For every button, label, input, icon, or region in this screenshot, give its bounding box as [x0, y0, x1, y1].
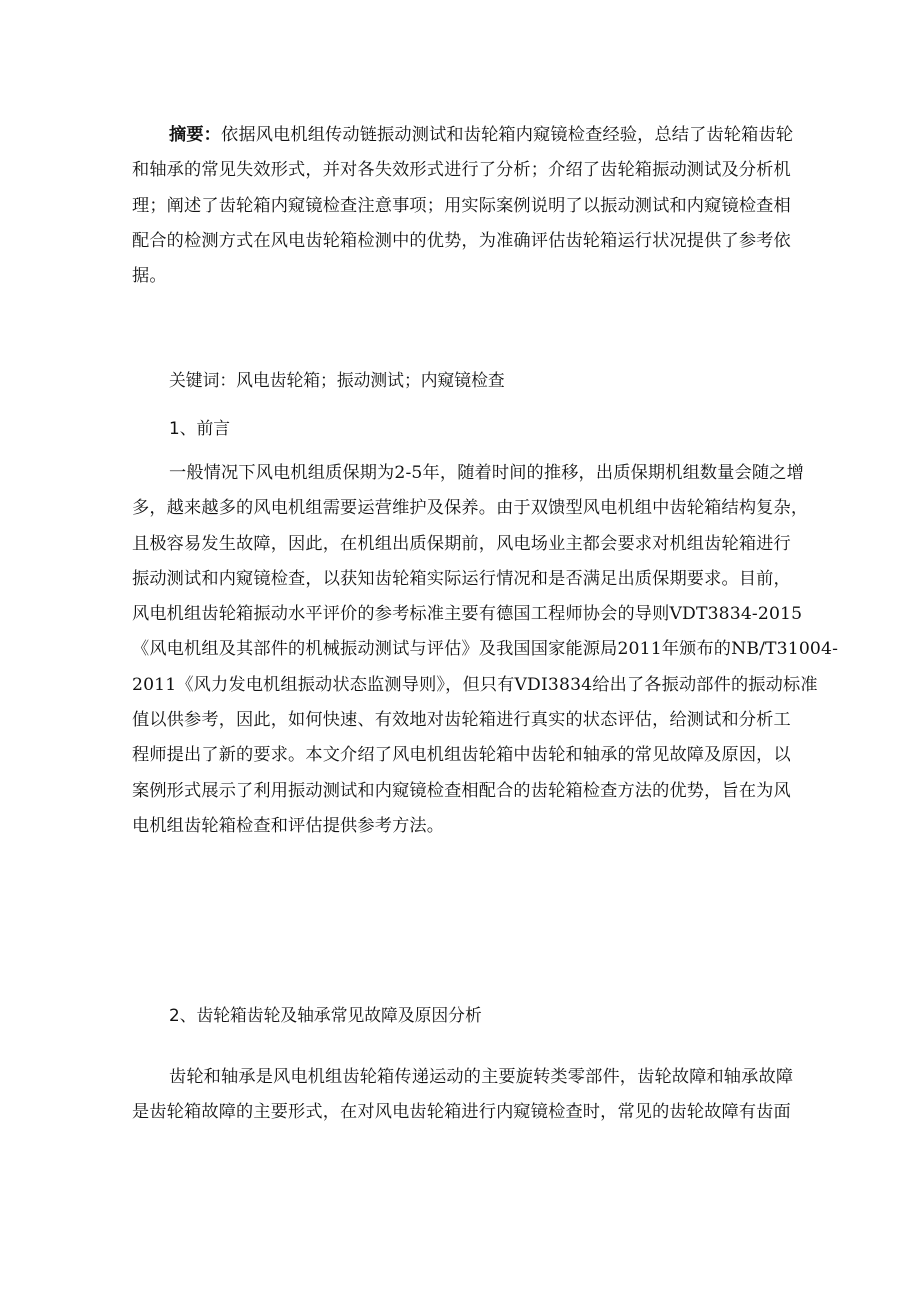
section-1-heading: 1、前言	[169, 418, 231, 438]
section-1-paragraph	[132, 456, 839, 844]
section-2-line-2: 是齿轮箱故障的主要形式，在对风电齿轮箱进行内窥镜检查时，常见的齿轮故障有齿面	[132, 1102, 791, 1123]
section-1-line-10: 案例形式展示了利用振动测试和内窥镜检查相配合的齿轮箱检查方法的优势，旨在为风	[132, 780, 791, 801]
section-2-heading: 2、齿轮箱齿轮及轴承常见故障及原因分析	[169, 1005, 482, 1025]
section-1-line-2: 多，越来越多的风电机组需要运营维护及保养。由于双馈型风电机组中齿轮箱结构复杂，	[132, 498, 809, 519]
abstract-line-5: 据。	[132, 266, 167, 287]
abstract-paragraph	[132, 118, 794, 294]
abstract-label: 摘要：	[169, 125, 222, 145]
section-1-line-1: 一般情况下风电机组质保期为2-5年，随着时间的推移，出质保期机组数量会随之增	[169, 463, 804, 483]
section-1-line-11: 电机组齿轮箱检查和评估提供参考方法。	[132, 815, 445, 836]
abstract-line-2: 和轴承的常见失效形式，并对各失效形式进行了分析；介绍了齿轮箱振动测试及分析机	[132, 160, 791, 181]
section-1-line-7: 2011《风力发电机组振动状态监测导则》，但只有VDI3834给出了各振动部件的振动标准	[132, 674, 818, 695]
section-2-paragraph	[132, 1060, 794, 1131]
section-1-line-4: 振动测试和内窥镜检查，以获知齿轮箱实际运行情况和是否满足出质保期要求。目前，	[132, 568, 791, 589]
abstract-line-4: 配合的检测方式在风电齿轮箱检测中的优势，为准确评估齿轮箱运行状况提供了参考依	[132, 230, 791, 251]
section-1-line-6: 《风电机组及其部件的机械振动测试与评估》及我国国家能源局2011年颁布的NB/T31004-	[132, 639, 839, 660]
section-1-line-8: 值以供参考，因此，如何快速、有效地对齿轮箱进行真实的状态评估，给测试和分析工	[132, 710, 791, 731]
abstract-line-1-text: 依据风电机组传动链振动测试和齿轮箱内窥镜检查经验，总结了齿轮箱齿轮	[221, 125, 794, 145]
section-2-line-1: 齿轮和轴承是风电机组齿轮箱传递运动的主要旋转类零部件，齿轮故障和轴承故障	[169, 1067, 794, 1087]
abstract-line-3: 理；阐述了齿轮箱内窥镜检查注意事项；用实际案例说明了以振动测试和内窥镜检查相	[132, 195, 791, 216]
section-1-line-5: 风电机组齿轮箱振动水平评价的参考标准主要有德国工程师协会的导则VDT3834-2015	[132, 604, 803, 625]
keywords-line: 关键词：风电齿轮箱；振动测试；内窥镜检查	[169, 370, 505, 390]
section-1-line-9: 程师提出了新的要求。本文介绍了风电机组齿轮箱中齿轮和轴承的常见故障及原因，以	[132, 745, 791, 766]
section-1-line-3: 且极容易发生故障，因此，在机组出质保期前，风电场业主都会要求对机组齿轮箱进行	[132, 533, 791, 554]
abstract-line-1	[132, 118, 794, 153]
